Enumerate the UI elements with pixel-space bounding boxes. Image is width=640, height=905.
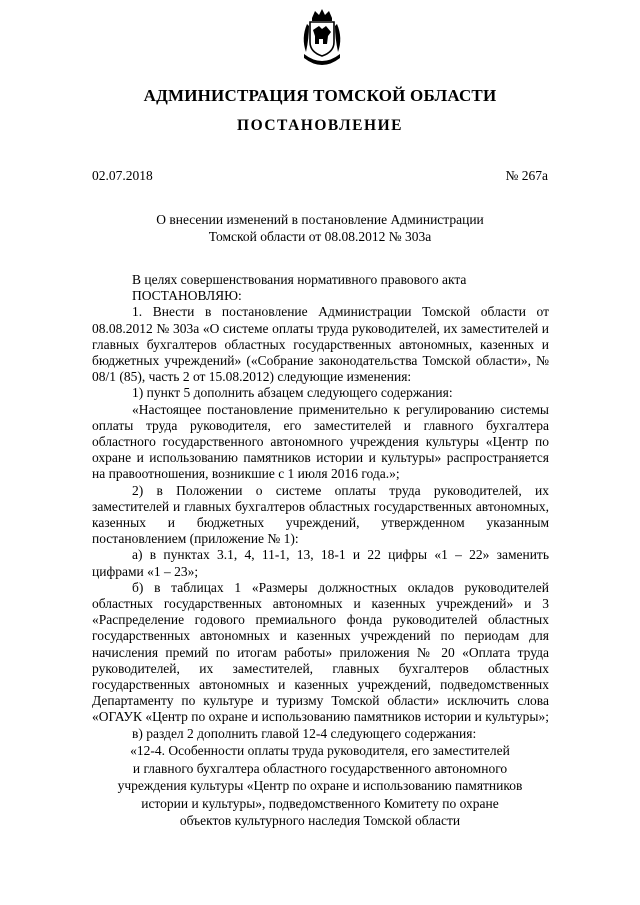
chapter-heading-line: объектов культурного наследия Томской области: [179, 813, 461, 828]
body-paragraph: «Настоящее постановление применительно к регулированию системы оплаты труда руководителя, его заместителей и главного бухгалтера областного государственного автономного учреждения культуры «Центр по охране и использованию памятников истории и культуры» распространяется на правоотношения, возникшие с 1 июля 2016 года.»;: [92, 401, 549, 482]
document-number: № 267а: [505, 168, 548, 183]
chapter-heading-line: «12-4. Особенности оплаты труда руководителя, его заместителей: [130, 743, 510, 758]
chapter-heading: [100, 742, 540, 830]
chapter-heading-line: истории и культуры», подведомственного Комитету по охране: [141, 795, 499, 811]
organization-title: АДМИНИСТРАЦИЯ ТОМСКОЙ ОБЛАСТИ: [143, 86, 497, 105]
body-paragraph: а) в пунктах 3.1, 4, 11-1, 13, 18-1 и 22 цифры «1 – 22» заменить цифрами «1 – 23»;: [92, 547, 549, 579]
body-paragraph: 1. Внести в постановление Администрации Томской области от 08.08.2012 № 303а «О системе оплаты труда руководителей, их заместителей и главных бухгалтеров областных государственных автономных, казенных и бюджетных учреждений» («Собрание законодательства Томской области», № 08/1 (85), часть 2 от 15.08.2012) следующие изменения:: [92, 304, 549, 385]
document-body: [92, 272, 549, 742]
subject-line: Томской области от 08.08.2012 № 303а: [208, 229, 432, 244]
subject-line: О внесении изменений в постановление Администрации: [156, 212, 484, 227]
document-subject: [92, 211, 548, 245]
body-paragraph: 2) в Положении о системе оплаты труда руководителей, их заместителей и главных бухгалтеров областных государственных автономных, казенных и бюджетных учреждений, утвержденном указанным постановлением (приложение № 1):: [92, 482, 549, 547]
body-paragraph: 1) пункт 5 дополнить абзацем следующего содержания:: [132, 385, 453, 401]
document-date: 02.07.2018: [92, 168, 153, 183]
chapter-heading-line: и главного бухгалтера областного государственного автономного: [132, 760, 508, 776]
body-paragraph: в) раздел 2 дополнить главой 12-4 следующего содержания:: [132, 725, 477, 741]
document-type-title: ПОСТАНОВЛЕНИЕ: [237, 117, 403, 134]
chapter-heading-line: учреждения культуры «Центр по охране и использованию памятников: [117, 778, 523, 793]
body-paragraph: б) в таблицах 1 «Размеры должностных окладов руководителей областных государственных автономных и казенных учреждений» и 3 «Распределение годового премиального фонда руководителей областных государственных автономных и казенных учреждений по периодам для начисления премий по итогам работы» приложения № 20 «Оплата труда руководителей, их заместителей, главных бухгалтеров областных государственных автономных и казенных учреждений, подведомственных Департаменту по культуре и туризму Томской области» исключить слова «ОГАУК «Центр по охране и использованию памятников истории и культуры»;: [92, 579, 549, 725]
body-paragraph: ПОСТАНОВЛЯЮ:: [132, 288, 242, 304]
body-paragraph: В целях совершенствования нормативного правового акта: [132, 272, 467, 287]
tomsk-region-coat-of-arms-icon: [298, 8, 346, 74]
